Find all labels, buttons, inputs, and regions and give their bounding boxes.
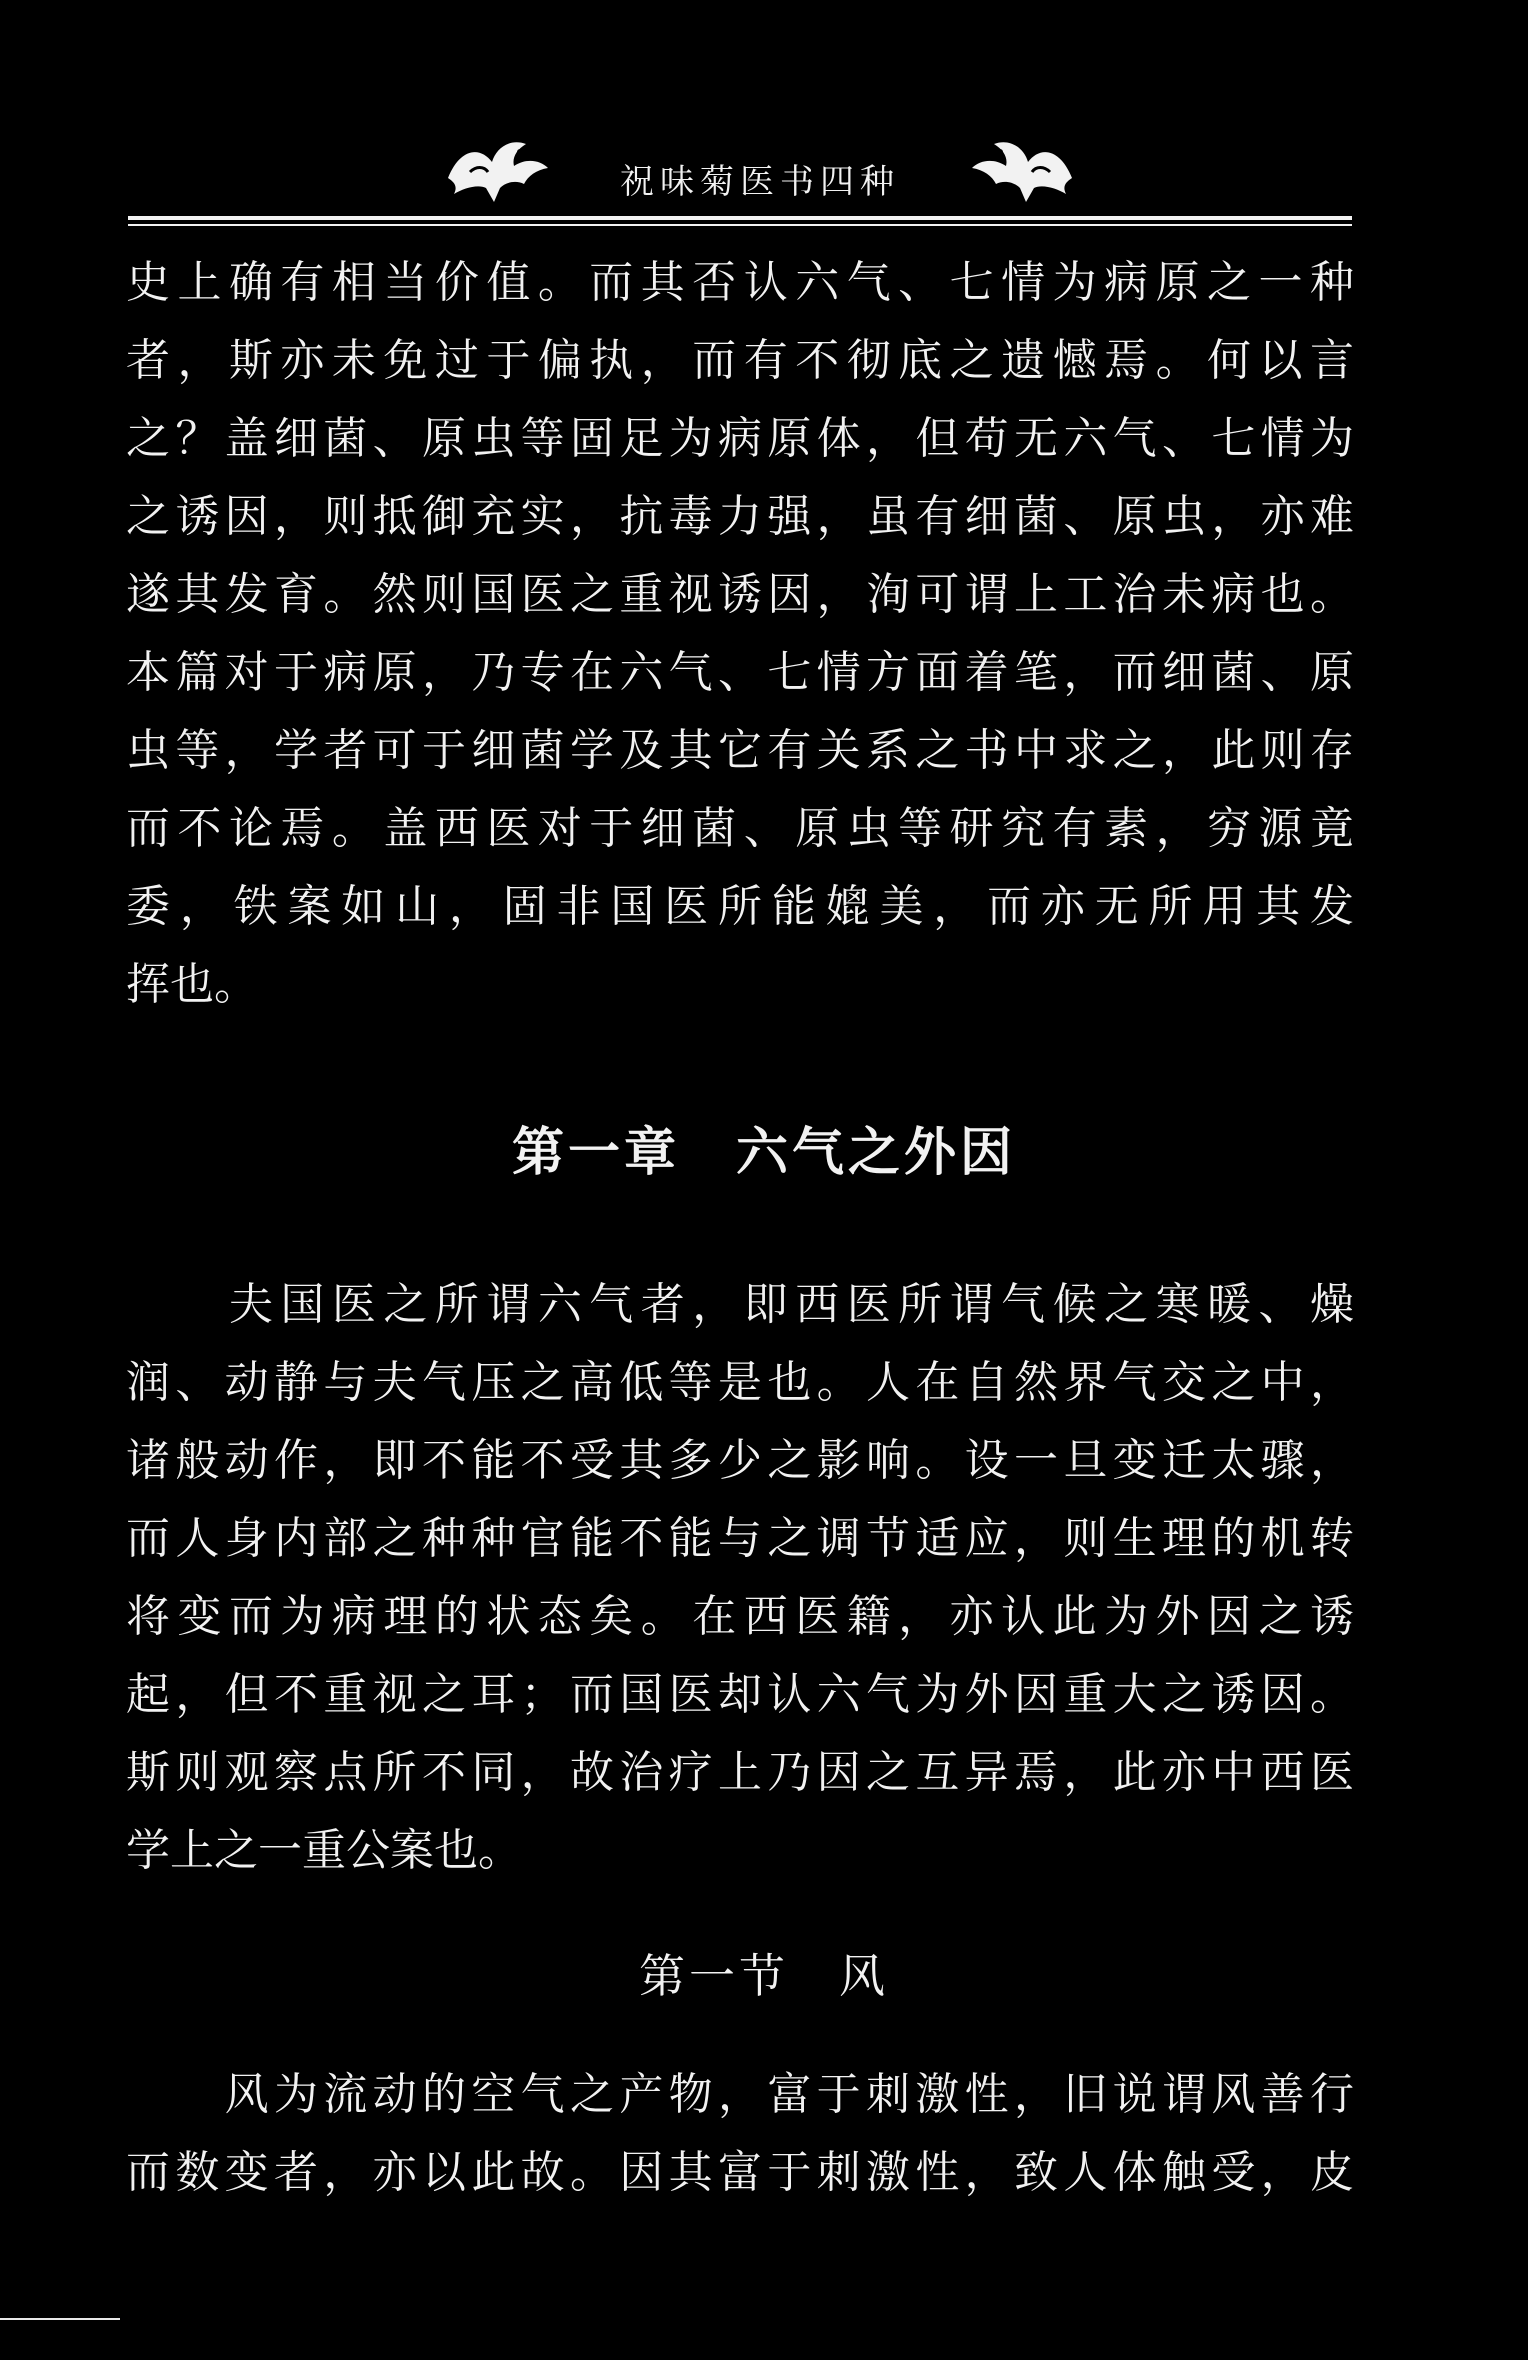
text-line: 委，铁案如山，固非国医所能媲美，而亦无所用其发 xyxy=(126,881,1354,932)
text-line: 遂其发育。然则国医之重视诱因，洵可谓上工治未病也。 xyxy=(126,569,1354,620)
text-line: 本篇对于病原，乃专在六气、七情方面着笔，而细菌、原 xyxy=(126,647,1354,698)
book-title: 祝味菊医书四种 xyxy=(620,162,900,202)
text-line: 之诱因，则抵御充实，抗毒力强，虽有细菌、原虫，亦难 xyxy=(126,491,1354,542)
section-paragraph xyxy=(126,2056,1354,2212)
intro-paragraph xyxy=(126,244,1354,1024)
text-line: 史上确有相当价值。而其否认六气、七情为病原之一种 xyxy=(126,257,1354,308)
text-line: 挥也。 xyxy=(126,959,258,1010)
footnote-rule xyxy=(0,2318,120,2320)
text-line: 之？盖细菌、原虫等固足为病原体，但苟无六气、七情为 xyxy=(126,413,1354,464)
phoenix-ornament-icon xyxy=(968,128,1080,208)
text-line: 学上之一重公案也。 xyxy=(126,1825,522,1876)
text-line: 者，斯亦未免过于偏执，而有不彻底之遗憾焉。何以言 xyxy=(126,335,1354,386)
text-line: 风为流动的空气之产物，富于刺激性，旧说谓风善行 xyxy=(126,2069,1354,2120)
chapter-heading: 第一章 六气之外因 xyxy=(511,1123,1016,1183)
text-line: 诸般动作，即不能不受其多少之影响。设一旦变迁太骤， xyxy=(126,1435,1354,1486)
text-line: 夫国医之所谓六气者，即西医所谓气候之寒暖、燥 xyxy=(126,1279,1354,1330)
text-line: 润、动静与夫气压之高低等是也。人在自然界气交之中， xyxy=(126,1357,1354,1408)
section-heading: 第一节 风 xyxy=(639,1949,889,2003)
text-line: 而人身内部之种种官能不能与之调节适应，则生理的机转 xyxy=(126,1513,1354,1564)
running-header xyxy=(440,128,1080,218)
text-line: 虫等，学者可于细菌学及其它有关系之书中求之，此则存 xyxy=(126,725,1354,776)
text-line: 而数变者，亦以此故。因其富于刺激性，致人体触受，皮 xyxy=(126,2147,1354,2198)
header-rule-thin xyxy=(128,224,1352,226)
header-rule-thick xyxy=(128,216,1352,220)
text-line: 而不论焉。盖西医对于细菌、原虫等研究有素，穷源竟 xyxy=(126,803,1354,854)
chapter-paragraph xyxy=(126,1266,1354,1890)
text-line: 斯则观察点所不同，故治疗上乃因之互异焉，此亦中西医 xyxy=(126,1747,1354,1798)
text-line: 起，但不重视之耳；而国医却认六气为外因重大之诱因。 xyxy=(126,1669,1354,1720)
text-line: 将变而为病理的状态矣。在西医籍，亦认此为外因之诱 xyxy=(126,1591,1354,1642)
